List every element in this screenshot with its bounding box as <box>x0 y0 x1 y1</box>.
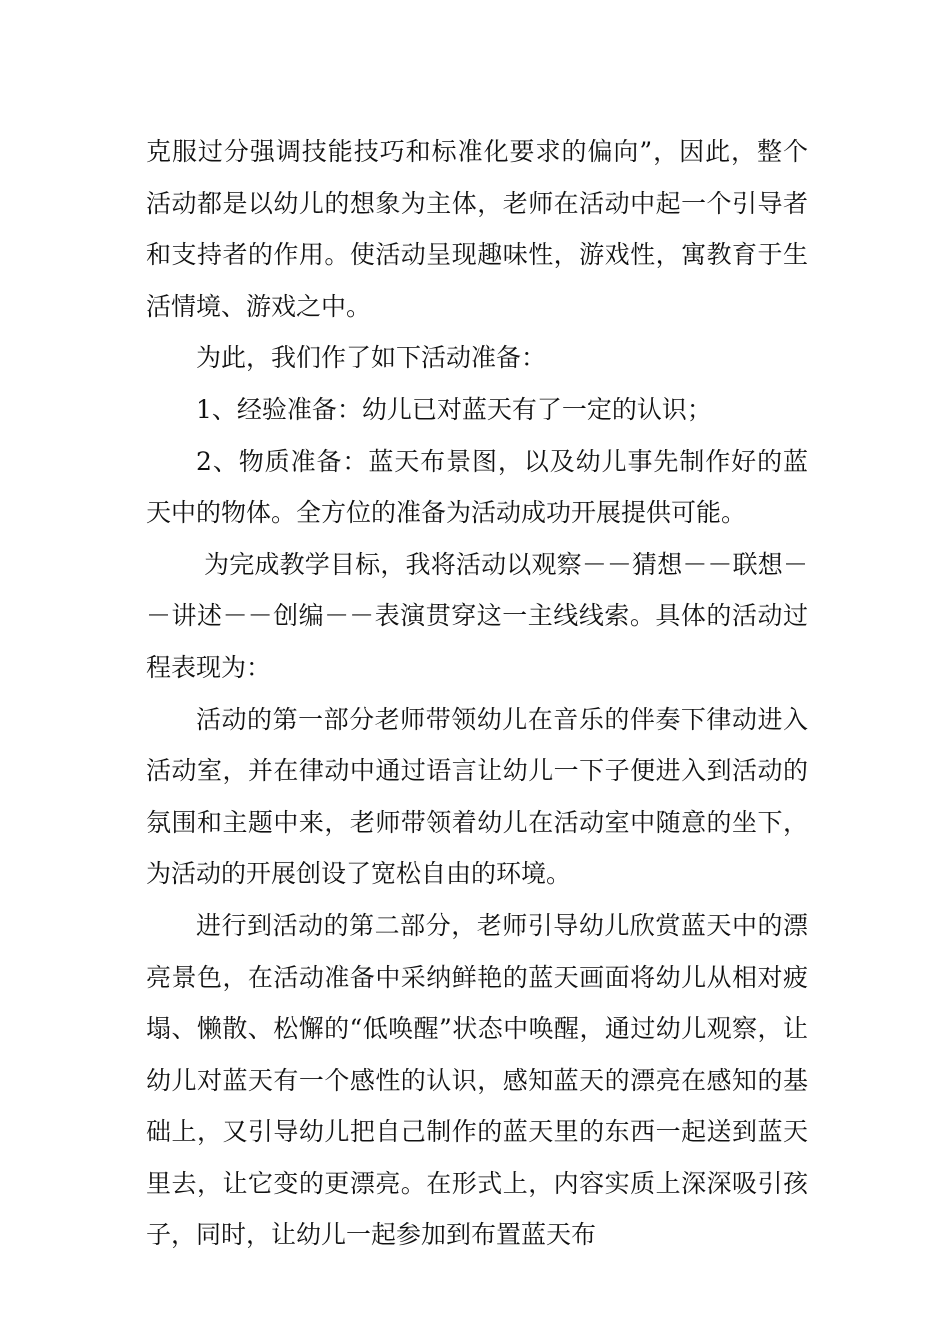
paragraph-intro-continued: 克服过分强调技能技巧和标准化要求的偏向”，因此，整个活动都是以幼儿的想象为主体，老师在活动中起一个引导者和支持者的作用。使活动呈现趣味性，游戏性，寓教育于生活情境、游戏之中。 <box>146 137 808 321</box>
document-body <box>146 126 808 1261</box>
paragraph-activity-part-two: 进行到活动的第二部分，老师引导幼儿欣赏蓝天中的漂亮景色，在活动准备中采纳鲜艳的蓝天画面将幼儿从相对疲塌、懒散、松懈的“低唤醒”状态中唤醒，通过幼儿观察，让幼儿对蓝天有一个感性的认识，感知蓝天的漂亮在感知的基础上，又引导幼儿把自己制作的蓝天里的东西一起送到蓝天里去，让它变的更漂亮。在形式上，内容实质上深深吸引孩子，同时，让幼儿一起参加到布置蓝天布 <box>146 910 808 1250</box>
paragraph-activity-part-one: 活动的第一部分老师带领幼儿在音乐的伴奏下律动进入活动室，并在律动中通过语言让幼儿一下子便进入到活动的氛围和主题中来，老师带领着幼儿在活动室中随意的坐下，为活动的开展创设了宽松自由的环境。 <box>146 704 808 889</box>
paragraph-teaching-goal: 为完成教学目标，我将活动以观察－－猜想－－联想－－讲述－－创编－－表演贯穿这一主线线索。具体的活动过程表现为： <box>146 549 808 682</box>
paragraph-material-preparation: 2、物质准备：蓝天布景图，以及幼儿事先制作好的蓝天中的物体。全方位的准备为活动成功开展提供可能。 <box>146 446 808 528</box>
paragraph-experience-preparation: 1、经验准备：幼儿已对蓝天有了一定的认识； <box>196 394 712 424</box>
paragraph-preparation-intro: 为此，我们作了如下活动准备： <box>196 343 547 373</box>
